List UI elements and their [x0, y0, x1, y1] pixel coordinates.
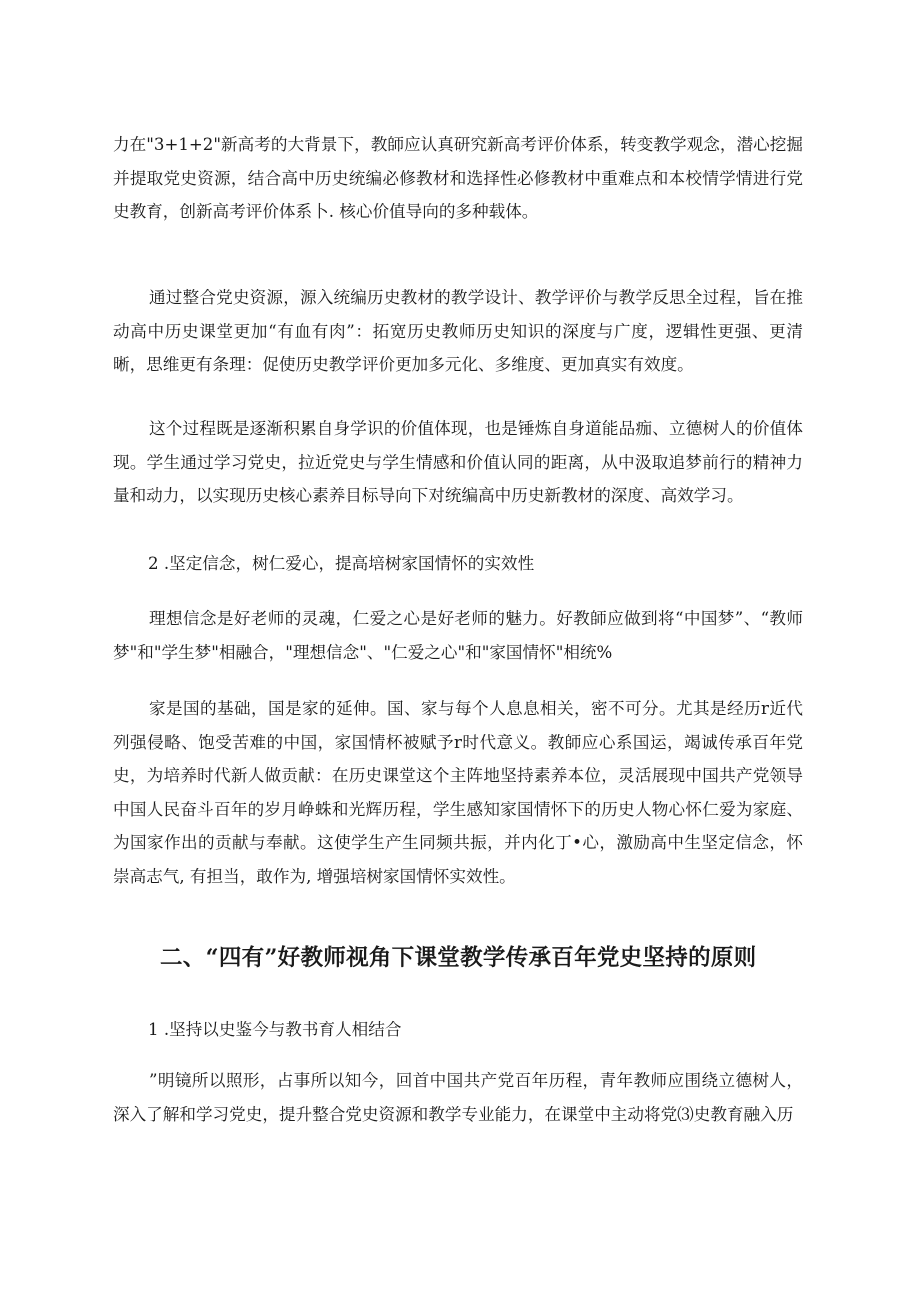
body-paragraph: ”明镜所以照形，占事所以知今，回首中国共产党百年历程，青年教师应围绕立德树人，深入了解和学习党史，提升整合党史资源和教学专业能力，在课堂中主动将党⑶史教育融入历 [113, 1071, 803, 1124]
body-paragraph: 通过整合党史资源，源入统编历史教材的教学设计、教学评价与教学反思全过程，旨在推动高中历史课堂更加“有血有肉”：拓宽历史教师历史知识的深度与广度，逻辑性更强、更清晰，思维更有条理：促使历史教学评价更加多元化、多维度、更加真实有效度。 [113, 288, 803, 374]
body-paragraph: 理想信念是好老师的灵魂，仁爱之心是好老师的魅力。好教師应做到将“中国梦”、“教师梦"和"学生梦"相融合，"理想信念"、"仁爱之心"和"家国情怀"相统% [113, 609, 803, 662]
body-paragraph: 这个过程既是逐渐积累自身学识的价值体现，也是锤炼自身道能品痂、立德树人的价值体现。学生通过学习党史，拉近党史与学生情感和价值认同的距离，从中汲取追梦前行的精神力量和动力，以实现历史核心素养目标导向下对统编高中历史新教材的深度、高效学习。 [113, 419, 803, 505]
section-heading: 二、“四有”好教师视角下课堂教学传承百年党史坚持的原则 [160, 945, 757, 971]
section-subheading: 1 .坚持以史鉴今与教书育人相结合 [148, 1020, 402, 1039]
body-paragraph: 力在"3+1+2"新高考的大背景下，教師应认真研究新高考评价体系，转变教学观念，潜心挖掘并提取党史资源，结合高中历史统编必修教材和选择性必修教材中重难点和本校情学情进行党史教育，创新高考评价体系卜. 核心价值导向的多种载体。 [113, 135, 803, 221]
section-subheading: 2 .坚定信念，树仁爱心，提高培树家国情怀的实效性 [148, 554, 535, 573]
body-paragraph: 家是国的基础，国是家的延伸。国、家与每个人息息相关，密不可分。尤其是经历r近代列强侵略、饱受苦难的中国，家国情杯被赋予r时代意义。教師应心系国运，竭诚传承百年党史，为培养时代新人做贡献：在历史课堂这个主阵地坚持素养本位，灵活展现中国共产党领导中国人民奋斗百年的岁月峥蛛和光辉历程，学生感知家国情怀下的历史人物心怀仁爱为家庭、为国家作出的贡献与奉献。这使学生产生同频共振，并内化丁•心，激励高中生坚定信念，怀崇高志气, 有担当，敢作为, 增强培树家国情怀实效性。 [113, 699, 803, 886]
